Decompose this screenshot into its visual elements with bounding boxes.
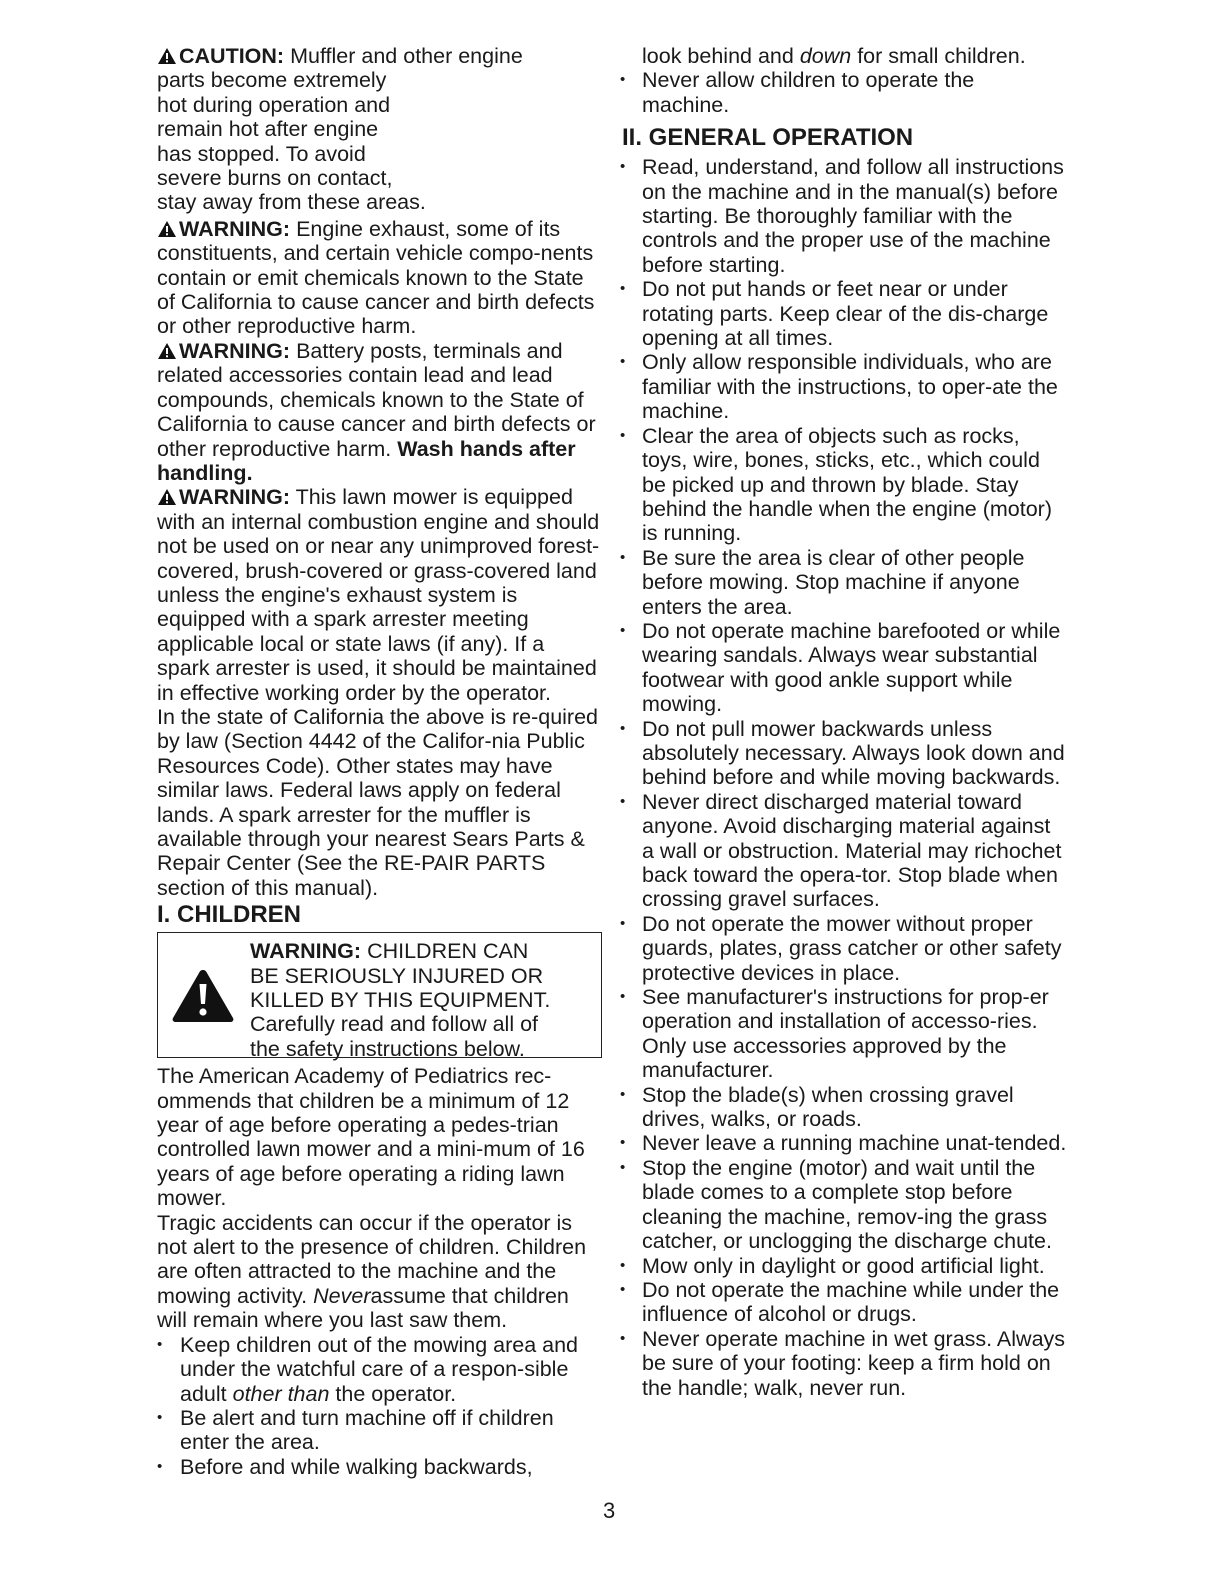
list-item: • Never operate machine in wet grass. Always be sure of your footing: keep a firm hold on the handle; walk, never run. [642,1327,1067,1400]
tragic-emphasis: Never [313,1283,371,1308]
warning-spark-arrester-block [157,485,602,705]
list-item-text: the operator. [335,1381,457,1406]
page-number: 3 [603,1498,616,1523]
tragic-text: Tragic accidents can occur if the operator is not alert to the presence of children. Children are often attracted to the machine and the mowing activity. [157,1210,587,1308]
warning-label: WARNING: [179,485,291,510]
children-bullet-list-cont [642,68,1067,117]
caution-line: remain hot after engine [157,117,379,142]
list-item: • Never leave a running machine unat-tended. [642,1131,1067,1155]
list-item: • Before and while walking backwards, [157,1455,602,1479]
general-operation-heading: II. GENERAL OPERATION [622,124,914,152]
warning-triangle-icon [157,220,177,238]
list-item: • Mow only in daylight or good artificial light. [642,1254,1067,1278]
list-item: • Do not operate machine barefooted or while wearing sandals. Always wear substantial footwear with good ankle support while mowing. [642,619,1067,717]
continued-emphasis: down [799,44,852,68]
list-item: • Do not operate the mower without proper guards, plates, grass catcher or other safety protective devices in place. [642,912,1067,985]
academy-paragraph: The American Academy of Pediatrics rec-ommends that children be a minimum of 12 year of age before operating a pedes-trian controlled lawn mower and a mini-mum of 16 years of age before operating a riding lawn mower. [157,1064,585,1211]
warning-line: BE SERIOUSLY INJURED OR [250,963,544,988]
california-paragraph: In the state of California the above is re-quired by law (Section 4442 of the Califor-nia Public Resources Code). Other states may have similar laws. Federal laws apply on federal lands. A spark arrester for the muffler is available through your nearest Sears Parts & Repair Center (See the RE-PAIR PARTS section of this manual). [157,704,599,900]
warning-line: the safety instructions below. [250,1036,525,1061]
warning-text: Battery posts, terminals and related accessories contain lead and lead compounds, chemicals known to the State of California to cause cancer and birth defects or other reproductive harm. [157,338,596,461]
warning-battery-block [157,339,602,485]
caution-line: hot during operation and [157,92,391,117]
warning-triangle-icon [157,342,177,360]
children-warning-box [157,932,602,1061]
caution-line: stay away from these areas. [157,190,426,215]
list-item: • Do not operate the machine while under the influence of alcohol or drugs. [642,1278,1067,1327]
list-item-text: Keep children out of the mowing area and under the watchful care of a respon-sible adult [180,1332,579,1406]
warning-triangle-icon [170,967,236,1025]
list-item: • Do not pull mower backwards unless absolutely necessary. Always look down and behind before and while moving backwards. [642,717,1067,790]
list-item: • Stop the blade(s) when crossing gravel drives, walks, or roads. [642,1083,1067,1132]
list-item: • Be sure the area is clear of other people before mowing. Stop machine if anyone enters the area. [642,546,1067,619]
list-item: • Only allow responsible individuals, who are familiar with the instructions, to oper-ate the machine. [642,350,1067,423]
warning-line: CHILDREN CAN [367,939,529,964]
list-item: • Never direct discharged material toward anyone. Avoid discharging material against a wall or obstruction. Material may richochet back toward the opera-tor. Stop blade when crossing gravel surfaces. [642,790,1067,912]
caution-line: has stopped. To avoid [157,141,366,166]
caution-line: Muffler and other engine [290,44,523,68]
list-item-emphasis: other than [232,1381,330,1406]
children-heading: I. CHILDREN [157,901,301,929]
warning-triangle-icon [157,47,177,65]
warning-line: KILLED BY THIS EQUIPMENT. [250,988,551,1013]
tragic-text: assume that children will remain where you last saw them. [157,1283,569,1333]
list-item [157,1333,602,1406]
warning-triangle-icon [157,488,177,506]
caution-line: severe burns on contact, [157,166,393,191]
continued-text-part: look behind and [642,44,794,68]
continued-text-part: for small children. [857,44,1026,68]
caution-label: CAUTION: [179,44,285,68]
list-item: • Read, understand, and follow all instructions on the machine and in the manual(s) before starting. Be thoroughly familiar with the controls and the proper use of the machine before starting. [642,155,1067,277]
right-column [622,44,1067,1400]
list-item: • Be alert and turn machine off if children enter the area. [157,1406,602,1455]
warning-exhaust-block [157,217,602,339]
list-item: • Do not put hands or feet near or under rotating parts. Keep clear of the dis-charge opening at all times. [642,277,1067,350]
warning-label: WARNING: [179,338,291,363]
list-item: • See manufacturer's instructions for prop-er operation and installation of accesso-ries. Only use accessories approved by the manufacturer. [642,985,1067,1083]
children-warning-text [250,939,595,1061]
caution-line: parts become extremely [157,68,387,93]
wash-hands-notice: Wash hands after handling. [157,436,576,485]
warning-text: Engine exhaust, some of its constituents, and certain vehicle compo-nents contain or emit chemicals known to the State of California to cause cancer and birth defects or other reproductive harm. [157,216,595,339]
list-item: • Stop the engine (motor) and wait until the blade comes to a complete stop before cleaning the machine, remov-ing the grass catcher, or unclogging the discharge chute. [642,1156,1067,1254]
left-column [157,44,602,1479]
children-bullet-list [157,1333,602,1479]
warning-line: Carefully read and follow all of [250,1012,539,1037]
warning-label: WARNING: [179,216,291,241]
list-item: • Clear the area of objects such as rocks, toys, wire, bones, sticks, etc., which could be picked up and thrown by blade. Stay behind the handle when the engine (motor) is running. [642,424,1067,546]
list-item: • Never allow children to operate the machine. [642,68,1067,117]
warning-label: WARNING: [250,939,362,964]
general-operation-list [642,155,1067,1400]
tragic-paragraph [157,1211,602,1333]
continued-text [642,44,1067,68]
warning-text: This lawn mower is equipped with an internal combustion engine and should not be used on or near any unimproved forest-covered, brush-covered or grass-covered land unless the engine's exhaust system is equipped with a spark arrester meeting applicable local or state laws (if any). If a spark arrester is used, it should be maintained in effective working order by the operator. [157,485,600,705]
caution-block [157,44,602,215]
